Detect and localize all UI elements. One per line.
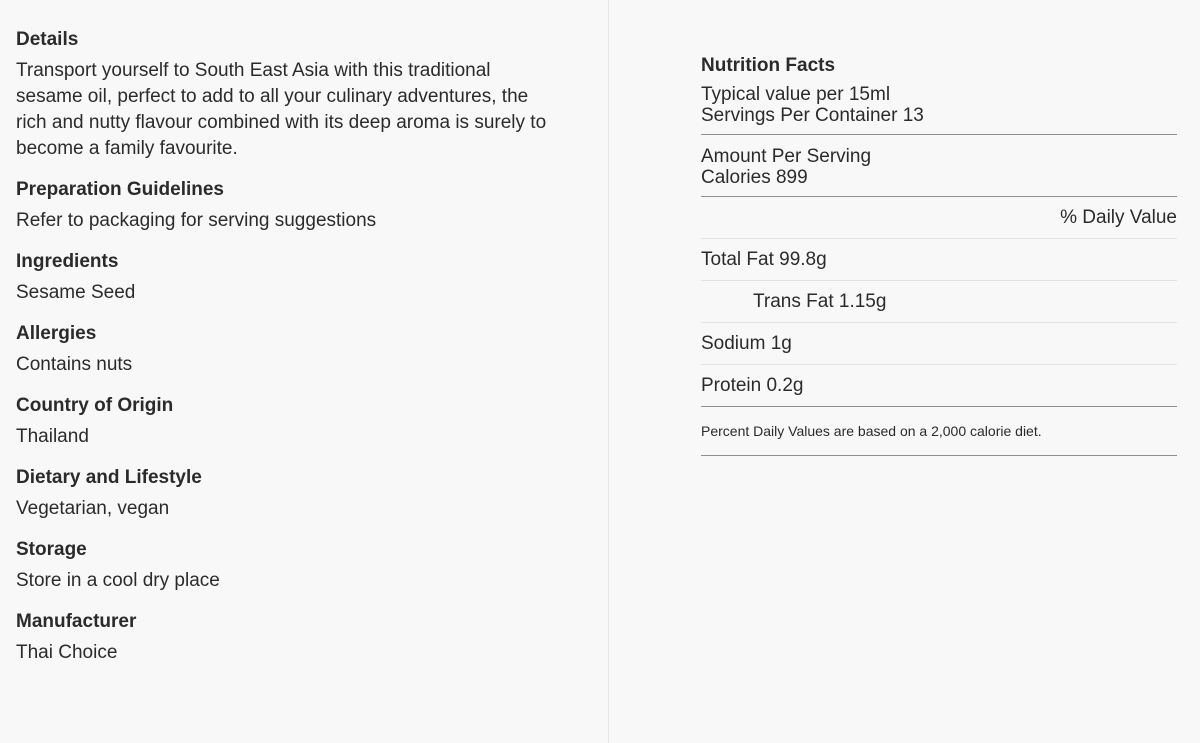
calorie-info — [701, 135, 1177, 197]
details-section — [16, 28, 608, 162]
amount-per-serving: Amount Per Serving — [701, 146, 872, 167]
allergies-heading: Allergies — [16, 323, 97, 344]
nutrient-row-total-fat: Total Fat 99.8g — [701, 239, 1177, 281]
calories: Calories 899 — [701, 167, 808, 188]
preparation-section — [16, 178, 608, 234]
dietary-section — [16, 466, 608, 522]
manufacturer-heading: Manufacturer — [16, 611, 137, 632]
nutrition-title: Nutrition Facts — [701, 55, 836, 76]
details-text: Transport yourself to South East Asia with this traditional sesame oil, perfect to add to all your culinary adventures, the rich and nutty flavour combined with its deep aroma is surely to become a family favourite. — [16, 60, 547, 159]
ingredients-section — [16, 250, 608, 306]
preparation-heading: Preparation Guidelines — [16, 179, 224, 200]
nutrient-row-sodium: Sodium 1g — [701, 323, 1177, 365]
allergies-section — [16, 322, 608, 378]
nutrition-facts-panel — [701, 54, 1177, 456]
typical-value: Typical value per 15ml — [701, 84, 891, 105]
details-heading: Details — [16, 29, 79, 50]
storage-text: Store in a cool dry place — [16, 570, 220, 591]
storage-section — [16, 538, 608, 594]
dietary-heading: Dietary and Lifestyle — [16, 467, 202, 488]
daily-value-footnote: Percent Daily Values are based on a 2,000 calorie diet. — [701, 407, 1177, 456]
dietary-text: Vegetarian, vegan — [16, 498, 170, 519]
storage-heading: Storage — [16, 539, 87, 560]
allergies-text: Contains nuts — [16, 354, 133, 375]
origin-heading: Country of Origin — [16, 395, 174, 416]
manufacturer-section — [16, 610, 608, 666]
nutrient-row-trans-fat: Trans Fat 1.15g — [701, 281, 1177, 323]
serving-info — [701, 84, 1177, 135]
origin-text: Thailand — [16, 426, 89, 447]
column-divider — [608, 0, 609, 743]
servings-per-container: Servings Per Container 13 — [701, 105, 924, 126]
preparation-text: Refer to packaging for serving suggestions — [16, 210, 377, 231]
origin-section — [16, 394, 608, 450]
manufacturer-text: Thai Choice — [16, 642, 118, 663]
ingredients-text: Sesame Seed — [16, 282, 136, 303]
daily-value-header: % Daily Value — [701, 197, 1177, 239]
ingredients-heading: Ingredients — [16, 251, 119, 272]
nutrient-row-protein: Protein 0.2g — [701, 365, 1177, 407]
